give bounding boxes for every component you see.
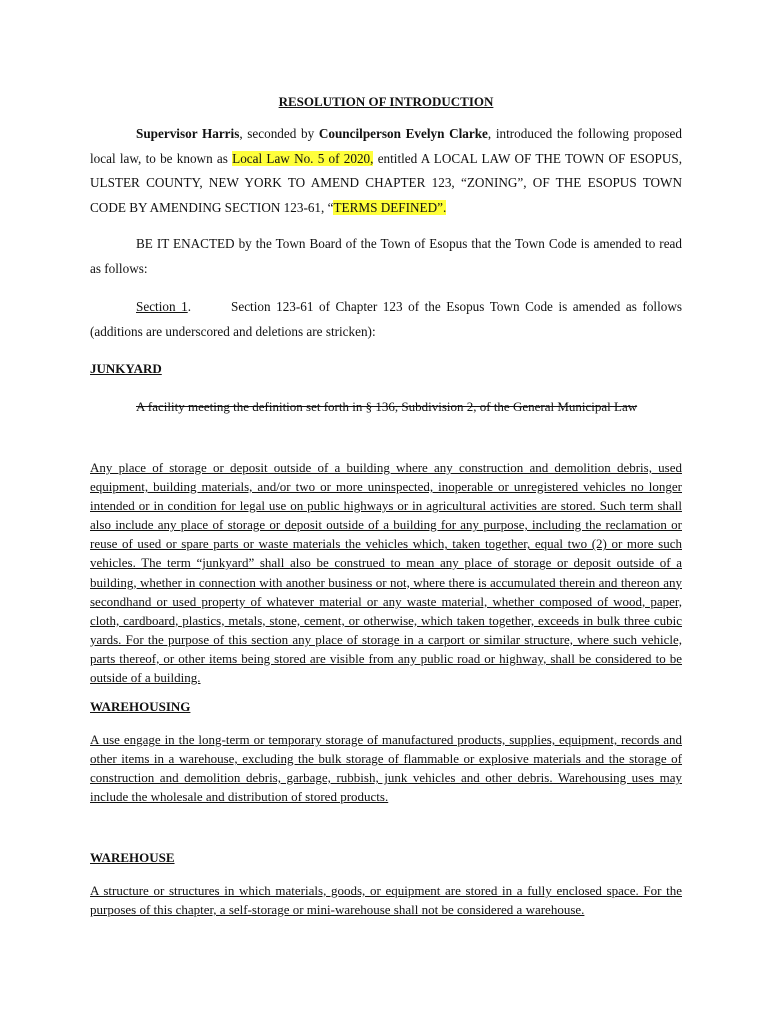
junkyard-deleted-text: A facility meeting the definition set forth in § 136, Subdivision 2, of the General Municipal Law <box>136 399 638 414</box>
intro-text-2: entitled A LOCAL LAW OF THE TOWN OF ESOPUS, ULSTER COUNTY, NEW YORK TO AMEND CHAPTER 123, “ZONING”, OF THE ESOPUS TOWN CODE BY AMENDING SECTION 123-61, “ <box>90 150 682 215</box>
terms-defined-highlight: TERMS DEFINED”. <box>333 199 447 215</box>
section-label-dot: . <box>187 299 191 314</box>
warehouse-heading: WAREHOUSE <box>90 850 175 865</box>
intro-paragraph <box>90 122 682 220</box>
document-title: RESOLUTION OF INTRODUCTION <box>278 94 494 109</box>
warehouse-text: A structure or structures in which materials, goods, or equipment are stored in a fully enclosed space. For the purposes of this chapter, a self-storage or mini-warehouse shall not be considered a warehouse. <box>90 883 682 918</box>
warehousing-heading: WAREHOUSING <box>90 699 191 714</box>
councilperson-name: Councilperson Evelyn Clarke <box>318 126 488 141</box>
junkyard-added-text: Any place of storage or deposit outside of a building where any construction and demolition debris, used equipment, building materials, and/or two or more uninspected, inoperable or unregistered vehicles no longer intended or in condition for legal use on public highways or in agricultural activities are stored. Such term shall also include any place of storage or deposit outside of a building for any purpose, including the reclamation or reuse of used or spare parts or waste materials the vehicles which, taken together, equal two (2) or more such vehicles. The term “junkyard” shall also be construed to mean any place of storage or deposit outside of a building, whether in connection with another business or not, where there is accumulated therein and thereon any secondhand or used property of whatever material or any waste material, whether composed of wood, paper, cloth, cardboard, plastics, metals, stone, cement, or otherwise, which taken together, exceeds in bulk three cubic yards. For the purpose of this section any place of storage in a carport or similar structure, where such vehicle, parts thereof, or other items being stored are visible from any public road or highway, shall be considered to be outside of a building. <box>90 460 682 686</box>
section-label: Section 1 <box>136 299 188 314</box>
section-text: Section 123-61 of Chapter 123 of the Esopus Town Code is amended as follows (additions are underscored and deletions are stricken): <box>90 299 683 339</box>
section-paragraph <box>90 295 682 344</box>
junkyard-heading: JUNKYARD <box>90 361 162 376</box>
supervisor-name: Supervisor Harris <box>136 126 240 141</box>
local-law-highlight: Local Law No. 5 of 2020, <box>232 150 374 166</box>
intro-text-1: , introduced the following proposed local law, to be known as <box>90 126 682 166</box>
intro-seconded: , seconded by <box>239 126 319 141</box>
warehousing-text: A use engage in the long-term or temporary storage of manufactured products, supplies, equipment, records and other items in a warehouse, excluding the bulk storage of flammable or explosive materials and the storage of construction and demolition debris, garbage, rubbish, junk vehicles and other debris. Warehousing uses may include the wholesale and distribution of stored products. <box>90 732 682 805</box>
enacted-paragraph: BE IT ENACTED by the Town Board of the Town of Esopus that the Town Code is amended to read as follows: <box>90 236 682 276</box>
